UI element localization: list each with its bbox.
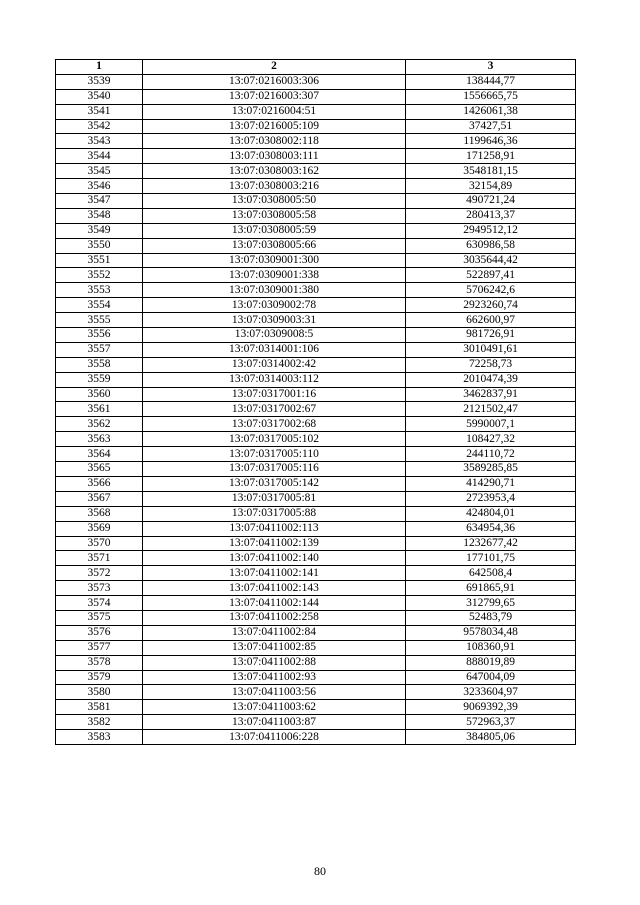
row-number-cell: 3550 [56, 238, 143, 253]
cadastral-number-cell: 13:07:0317005:116 [143, 462, 406, 477]
table-row [56, 387, 576, 402]
table-row [56, 119, 576, 134]
row-number-cell: 3574 [56, 596, 143, 611]
value-cell: 630986,58 [406, 238, 576, 253]
cadastral-number-cell: 13:07:0308005:59 [143, 223, 406, 238]
value-cell: 3035644,42 [406, 253, 576, 268]
cadastral-number-cell: 13:07:0216004:51 [143, 104, 406, 119]
value-cell: 2010474,39 [406, 372, 576, 387]
value-cell: 634954,36 [406, 521, 576, 536]
table-row [56, 581, 576, 596]
cadastral-number-cell: 13:07:0314002:42 [143, 357, 406, 372]
cadastral-number-cell: 13:07:0216003:306 [143, 74, 406, 89]
row-number-cell: 3570 [56, 536, 143, 551]
row-number-cell: 3547 [56, 194, 143, 209]
row-number-cell: 3561 [56, 402, 143, 417]
table-row [56, 208, 576, 223]
value-cell: 3589285,85 [406, 462, 576, 477]
table-row [56, 238, 576, 253]
table-row [56, 417, 576, 432]
table-row [56, 328, 576, 343]
cadastral-number-cell: 13:07:0309001:338 [143, 268, 406, 283]
cadastral-number-cell: 13:07:0309002:78 [143, 298, 406, 313]
header-row [56, 60, 576, 75]
table-row [56, 268, 576, 283]
table-row [56, 462, 576, 477]
value-cell: 647004,09 [406, 670, 576, 685]
table-row [56, 432, 576, 447]
table-row [56, 253, 576, 268]
row-number-cell: 3573 [56, 581, 143, 596]
row-number-cell: 3580 [56, 685, 143, 700]
value-cell: 1556665,75 [406, 89, 576, 104]
value-cell: 312799,65 [406, 596, 576, 611]
table-row [56, 670, 576, 685]
row-number-cell: 3553 [56, 283, 143, 298]
cadastral-number-cell: 13:07:0411002:143 [143, 581, 406, 596]
row-number-cell: 3582 [56, 715, 143, 730]
table-row [56, 640, 576, 655]
cadastral-number-cell: 13:07:0411002:88 [143, 655, 406, 670]
value-cell: 171258,91 [406, 149, 576, 164]
cadastral-number-cell: 13:07:0308003:111 [143, 149, 406, 164]
header-cell-2: 2 [143, 60, 406, 75]
value-cell: 981726,91 [406, 328, 576, 343]
cadastral-number-cell: 13:07:0411002:113 [143, 521, 406, 536]
row-number-cell: 3552 [56, 268, 143, 283]
row-number-cell: 3564 [56, 447, 143, 462]
page-number: 80 [314, 864, 326, 878]
row-number-cell: 3577 [56, 640, 143, 655]
value-cell: 108427,32 [406, 432, 576, 447]
value-cell: 3010491,61 [406, 342, 576, 357]
value-cell: 5990007,1 [406, 417, 576, 432]
cadastral-number-cell: 13:07:0308003:162 [143, 164, 406, 179]
row-number-cell: 3559 [56, 372, 143, 387]
table-row [56, 194, 576, 209]
value-cell: 5706242,6 [406, 283, 576, 298]
table-row [56, 730, 576, 745]
value-cell: 2949512,12 [406, 223, 576, 238]
row-number-cell: 3545 [56, 164, 143, 179]
value-cell: 9578034,48 [406, 625, 576, 640]
cadastral-number-cell: 13:07:0411003:56 [143, 685, 406, 700]
cadastral-number-cell: 13:07:0314001:106 [143, 342, 406, 357]
table-row [56, 179, 576, 194]
table-row [56, 313, 576, 328]
table-row [56, 372, 576, 387]
value-cell: 691865,91 [406, 581, 576, 596]
row-number-cell: 3543 [56, 134, 143, 149]
value-cell: 414290,71 [406, 476, 576, 491]
cadastral-number-cell: 13:07:0411002:84 [143, 625, 406, 640]
table-row [56, 223, 576, 238]
value-cell: 522897,41 [406, 268, 576, 283]
cadastral-number-cell: 13:07:0308005:66 [143, 238, 406, 253]
cadastral-number-cell: 13:07:0411003:87 [143, 715, 406, 730]
cadastral-number-cell: 13:07:0317002:68 [143, 417, 406, 432]
table-row [56, 298, 576, 313]
cadastral-number-cell: 13:07:0317005:110 [143, 447, 406, 462]
table-row [56, 715, 576, 730]
value-cell: 1232677,42 [406, 536, 576, 551]
value-cell: 244110,72 [406, 447, 576, 462]
value-cell: 3462837,91 [406, 387, 576, 402]
value-cell: 888019,89 [406, 655, 576, 670]
table-row [56, 506, 576, 521]
value-cell: 37427,51 [406, 119, 576, 134]
value-cell: 424804,01 [406, 506, 576, 521]
value-cell: 3233604,97 [406, 685, 576, 700]
table-row [56, 74, 576, 89]
table-row [56, 104, 576, 119]
value-cell: 32154,89 [406, 179, 576, 194]
row-number-cell: 3565 [56, 462, 143, 477]
table-row [56, 357, 576, 372]
row-number-cell: 3571 [56, 551, 143, 566]
table-row [56, 476, 576, 491]
cadastral-number-cell: 13:07:0309001:300 [143, 253, 406, 268]
table-row [56, 491, 576, 506]
value-cell: 52483,79 [406, 610, 576, 625]
cadastral-number-cell: 13:07:0308005:58 [143, 208, 406, 223]
value-cell: 1199646,36 [406, 134, 576, 149]
cadastral-number-cell: 13:07:0411002:85 [143, 640, 406, 655]
table-row [56, 342, 576, 357]
cadastral-number-cell: 13:07:0411002:258 [143, 610, 406, 625]
data-table [55, 59, 576, 745]
header-cell-1: 1 [56, 60, 143, 75]
row-number-cell: 3539 [56, 74, 143, 89]
cadastral-number-cell: 13:07:0411006:228 [143, 730, 406, 745]
cadastral-number-cell: 13:07:0216003:307 [143, 89, 406, 104]
row-number-cell: 3556 [56, 328, 143, 343]
row-number-cell: 3557 [56, 342, 143, 357]
cadastral-number-cell: 13:07:0411002:93 [143, 670, 406, 685]
table-row [56, 596, 576, 611]
value-cell: 72258,73 [406, 357, 576, 372]
cadastral-number-cell: 13:07:0317005:142 [143, 476, 406, 491]
row-number-cell: 3583 [56, 730, 143, 745]
row-number-cell: 3567 [56, 491, 143, 506]
table-row [56, 625, 576, 640]
row-number-cell: 3551 [56, 253, 143, 268]
table-row [56, 149, 576, 164]
row-number-cell: 3575 [56, 610, 143, 625]
row-number-cell: 3562 [56, 417, 143, 432]
table-row [56, 700, 576, 715]
row-number-cell: 3541 [56, 104, 143, 119]
value-cell: 490721,24 [406, 194, 576, 209]
table-row [56, 89, 576, 104]
value-cell: 2121502,47 [406, 402, 576, 417]
table-header [56, 60, 576, 75]
table-row [56, 610, 576, 625]
cadastral-number-cell: 13:07:0317005:102 [143, 432, 406, 447]
value-cell: 108360,91 [406, 640, 576, 655]
table-body [56, 74, 576, 744]
row-number-cell: 3549 [56, 223, 143, 238]
value-cell: 3548181,15 [406, 164, 576, 179]
table-row [56, 655, 576, 670]
row-number-cell: 3554 [56, 298, 143, 313]
cadastral-number-cell: 13:07:0411003:62 [143, 700, 406, 715]
value-cell: 9069392,39 [406, 700, 576, 715]
cadastral-number-cell: 13:07:0308002:118 [143, 134, 406, 149]
row-number-cell: 3544 [56, 149, 143, 164]
table-row [56, 551, 576, 566]
row-number-cell: 3558 [56, 357, 143, 372]
value-cell: 2723953,4 [406, 491, 576, 506]
cadastral-number-cell: 13:07:0411002:144 [143, 596, 406, 611]
row-number-cell: 3572 [56, 566, 143, 581]
row-number-cell: 3569 [56, 521, 143, 536]
cadastral-number-cell: 13:07:0317005:88 [143, 506, 406, 521]
row-number-cell: 3548 [56, 208, 143, 223]
table-row [56, 566, 576, 581]
cadastral-number-cell: 13:07:0317002:67 [143, 402, 406, 417]
table-row [56, 134, 576, 149]
cadastral-number-cell: 13:07:0308003:216 [143, 179, 406, 194]
value-cell: 572963,37 [406, 715, 576, 730]
value-cell: 662600,97 [406, 313, 576, 328]
value-cell: 138444,77 [406, 74, 576, 89]
cadastral-number-cell: 13:07:0309001:380 [143, 283, 406, 298]
row-number-cell: 3576 [56, 625, 143, 640]
cadastral-number-cell: 13:07:0411002:141 [143, 566, 406, 581]
row-number-cell: 3581 [56, 700, 143, 715]
row-number-cell: 3542 [56, 119, 143, 134]
row-number-cell: 3579 [56, 670, 143, 685]
table-row [56, 402, 576, 417]
table-row [56, 685, 576, 700]
value-cell: 642508,4 [406, 566, 576, 581]
table-row [56, 447, 576, 462]
value-cell: 177101,75 [406, 551, 576, 566]
cadastral-number-cell: 13:07:0309008:5 [143, 328, 406, 343]
value-cell: 2923260,74 [406, 298, 576, 313]
row-number-cell: 3546 [56, 179, 143, 194]
cadastral-number-cell: 13:07:0308005:50 [143, 194, 406, 209]
cadastral-number-cell: 13:07:0309003:31 [143, 313, 406, 328]
table-row [56, 536, 576, 551]
cadastral-number-cell: 13:07:0216005:109 [143, 119, 406, 134]
cadastral-number-cell: 13:07:0314003:112 [143, 372, 406, 387]
cadastral-number-cell: 13:07:0317005:81 [143, 491, 406, 506]
row-number-cell: 3566 [56, 476, 143, 491]
row-number-cell: 3560 [56, 387, 143, 402]
row-number-cell: 3540 [56, 89, 143, 104]
value-cell: 384805,06 [406, 730, 576, 745]
table-row [56, 283, 576, 298]
cadastral-number-cell: 13:07:0411002:139 [143, 536, 406, 551]
value-cell: 280413,37 [406, 208, 576, 223]
header-cell-3: 3 [406, 60, 576, 75]
cadastral-number-cell: 13:07:0317001:16 [143, 387, 406, 402]
table-row [56, 164, 576, 179]
cadastral-number-cell: 13:07:0411002:140 [143, 551, 406, 566]
value-cell: 1426061,38 [406, 104, 576, 119]
row-number-cell: 3555 [56, 313, 143, 328]
table-row [56, 521, 576, 536]
row-number-cell: 3568 [56, 506, 143, 521]
row-number-cell: 3578 [56, 655, 143, 670]
row-number-cell: 3563 [56, 432, 143, 447]
